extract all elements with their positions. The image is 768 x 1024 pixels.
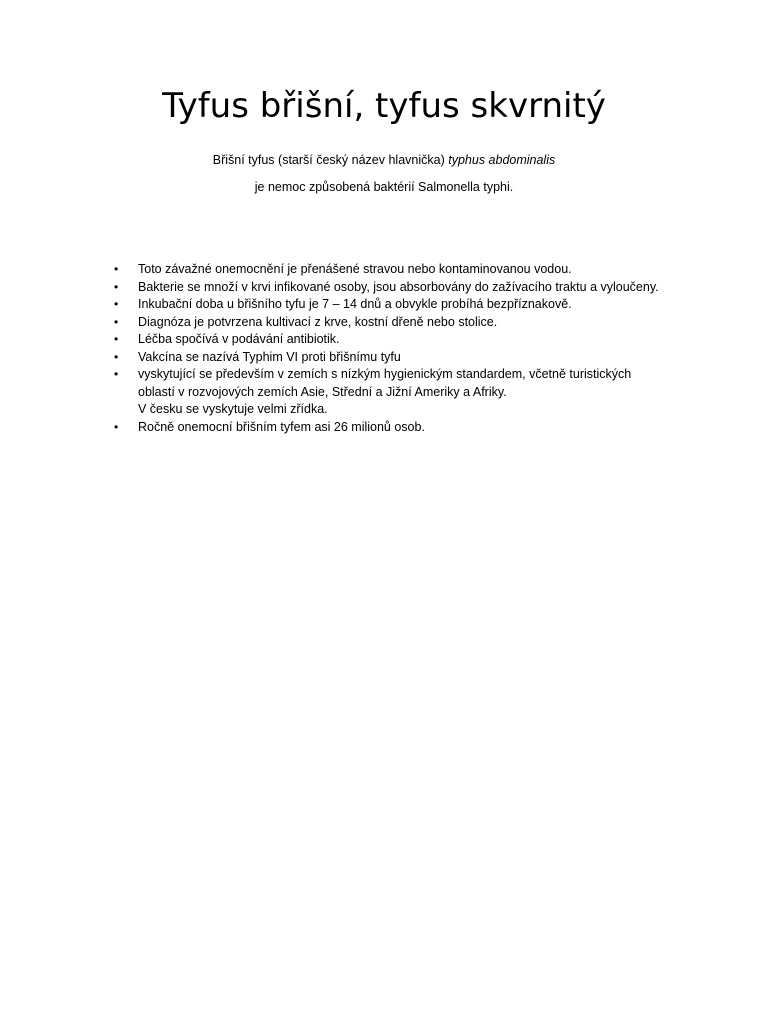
list-item-text: Vakcína se nazívá Typhim VI proti břišnímu tyfu [138, 349, 401, 364]
intro-text: Břišní tyfus (starší český název hlavnička) [212, 153, 449, 167]
list-item [110, 366, 710, 419]
list-item [110, 331, 710, 349]
list-item-text: vyskytující se především v zemích s nízkým hygienickým standardem, včetně turistických [138, 367, 632, 381]
list-item [110, 349, 710, 367]
list-item [110, 279, 710, 297]
list-item-text: Léčba spočívá v podávání antibiotik. [138, 332, 340, 346]
list-item [110, 314, 710, 332]
list-item-text: Bakterie se množí v krvi infikované osoby, jsou absorbovány do zažívacího traktu a vyloučeny. [138, 279, 659, 294]
fact-list [110, 261, 710, 436]
list-item-text: Toto závažné onemocnění je přenášené stravou nebo kontaminovanou vodou. [138, 262, 572, 276]
intro-line-2: je nemoc způsobená baktérií Salmonella typhi. [254, 180, 514, 194]
bullet-icon: • [114, 297, 119, 311]
intro-latin-name: typhus abdominalis [448, 153, 556, 167]
bullet-icon: • [114, 419, 119, 434]
bullet-icon: • [114, 367, 119, 381]
list-item [110, 261, 710, 279]
list-item-text: Diagnóza je potvrzena kultivací z krve, kostní dřeně nebo stolice. [138, 314, 498, 329]
bullet-icon: • [114, 349, 119, 364]
bullet-icon: • [114, 279, 119, 294]
list-item-text: V česku se vyskytuje velmi zřídka. [138, 402, 328, 416]
list-item-text: Ročně onemocní břišním tyfem asi 26 milionů osob. [138, 419, 425, 434]
document-title: Tyfus břišní, tyfus skvrnitý [162, 86, 606, 126]
bullet-icon: • [114, 332, 119, 346]
bullet-icon: • [114, 314, 119, 329]
bullet-icon: • [114, 262, 119, 276]
list-item-text: Inkubační doba u břišního tyfu je 7 – 14 dnů a obvykle probíhá bezpříznakově. [138, 297, 572, 311]
list-item-text: oblastí v rozvojových zemích Asie, Střední a Jižní Ameriky a Afriky. [138, 384, 507, 399]
list-item [110, 296, 710, 314]
list-item [110, 419, 710, 437]
intro-line-1 [0, 152, 768, 169]
